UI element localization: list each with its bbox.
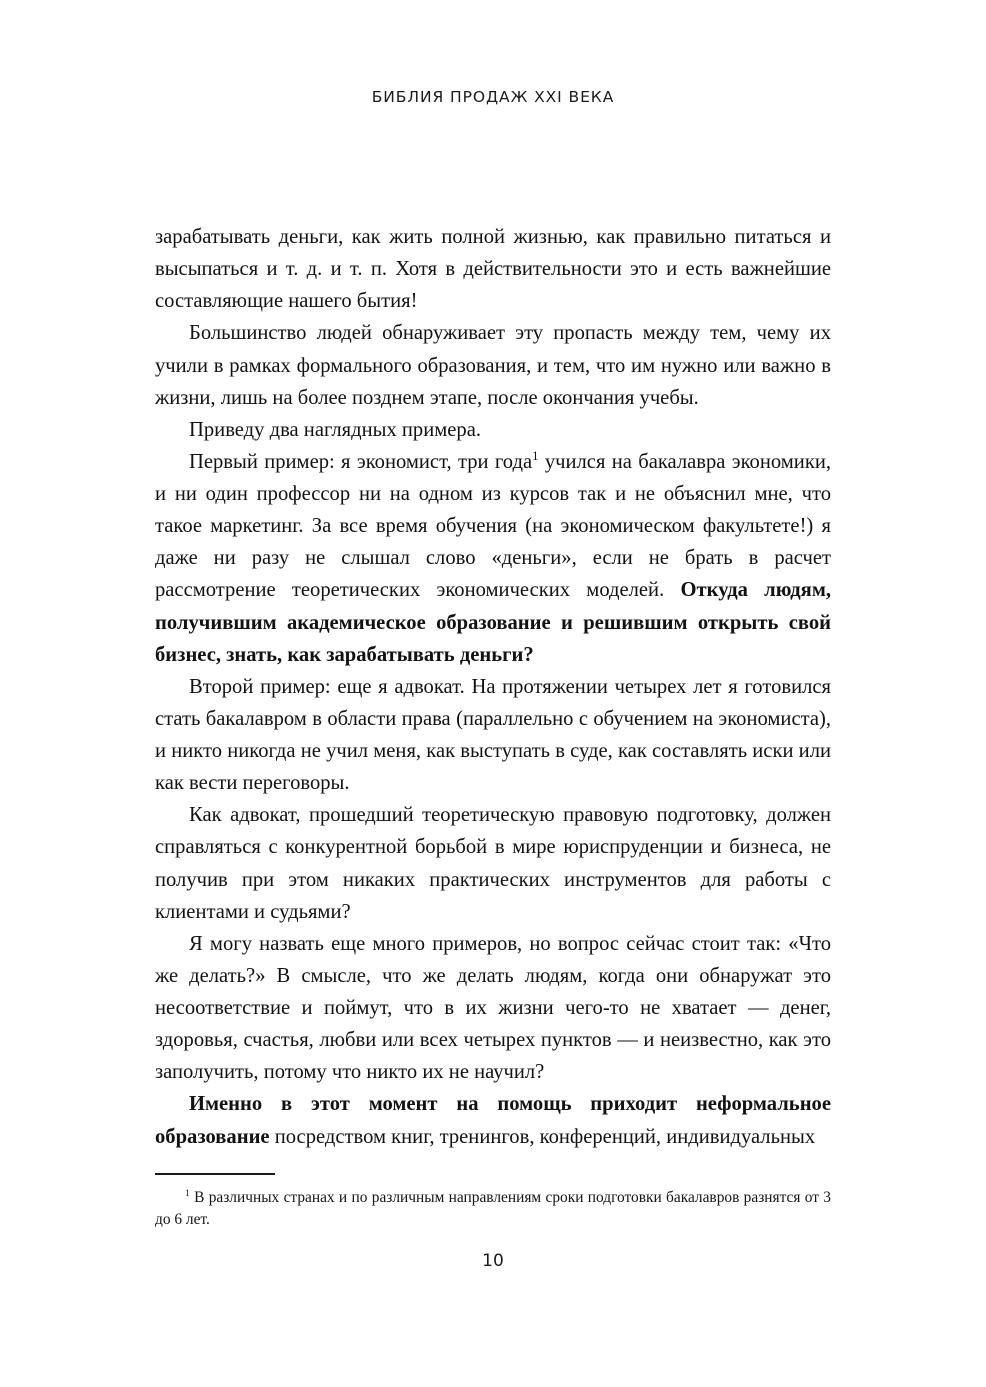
body-text-column (155, 221, 831, 1153)
paragraph-4-text-middle: учился на бакалавра экономики, и ни один профессор ни на одном из курсов так и не объяснил мне, что такое маркетинг. За все время обучения (на экономическом факультете!) я даже ни разу не слышал слово «деньги», если не брать в расчет рассмотрение теоретических экономических моделей. (155, 450, 831, 602)
paragraph-7 (155, 928, 831, 1089)
footnote-marker-1: 1 (532, 449, 539, 464)
paragraph-1 (155, 221, 831, 317)
paragraph-5-text: Второй пример: еще я адвокат. На протяжении четырех лет я готовился стать бакалавром в области права (параллельно с обучением на экономиста), и никто никогда не учил меня, как выступать в суде, как составлять иски или как вести переговоры. (155, 675, 831, 795)
paragraph-6-text: Как адвокат, прошедший теоретическую правовую подготовку, должен справляться с конкурентной борьбой в мире юриспруденции и бизнеса, не получив при этом никаких практических инструментов для работы с клиентами и судьями? (155, 804, 831, 923)
footnote-number: 1 (185, 1187, 190, 1199)
paragraph-3 (155, 414, 831, 446)
footnote-1 (155, 1187, 831, 1232)
page-number: 10 (482, 1251, 504, 1271)
paragraph-2 (155, 317, 831, 413)
paragraph-8-bold-text: Именно в этот момент на помощь приходит неформальное образование (155, 1093, 831, 1148)
footnote-text: В различных странах и по различным направлениям сроки подготовки бакалавров разнятся от 3 до 6 лет. (155, 1189, 831, 1229)
paragraph-4-text-before: Первый пример: я экономист, три года (189, 450, 533, 473)
paragraph-8-text-after: посредством книг, тренингов, конференций, индивидуальных (269, 1125, 816, 1148)
paragraph-1-text: зарабатывать деньги, как жить полной жизнью, как правильно питаться и высыпаться и т. д. и т. п. Хотя в действительности это и есть важнейшие составляющие нашего бытия! (155, 226, 831, 313)
paragraph-2-text: Большинство людей обнаруживает эту пропасть между тем, чему их учили в рамках формального образования, и тем, что им нужно или важно в жизни, лишь на более позднем этапе, после окончания учебы. (155, 322, 831, 409)
paragraph-3-text: Приведу два наглядных примера. (189, 418, 481, 441)
paragraph-6 (155, 799, 831, 928)
paragraph-5 (155, 671, 831, 800)
paragraph-8 (155, 1088, 831, 1152)
book-page (0, 88, 986, 1387)
footnote-block (155, 1173, 831, 1232)
paragraph-4-bold-text: Откуда людям, получившим академическое образование и решившим открыть свой бизнес, знать, как зарабатывать деньги? (155, 579, 831, 666)
footnote-separator-rule (155, 1173, 275, 1175)
paragraph-4 (155, 446, 831, 671)
running-head: БИБЛИЯ ПРОДАЖ XXI ВЕКА (371, 88, 615, 106)
paragraph-7-text: Я могу назвать еще много примеров, но вопрос сейчас стоит так: «Что же делать?» В смысле, что же делать людям, когда они обнаружат это несоответствие и поймут, что в их жизни чего-то не хватает — денег, здоровья, счастья, любви или всех четырех пунктов — и неизвестно, как это заполучить, потому что никто их не научил? (155, 932, 831, 1084)
